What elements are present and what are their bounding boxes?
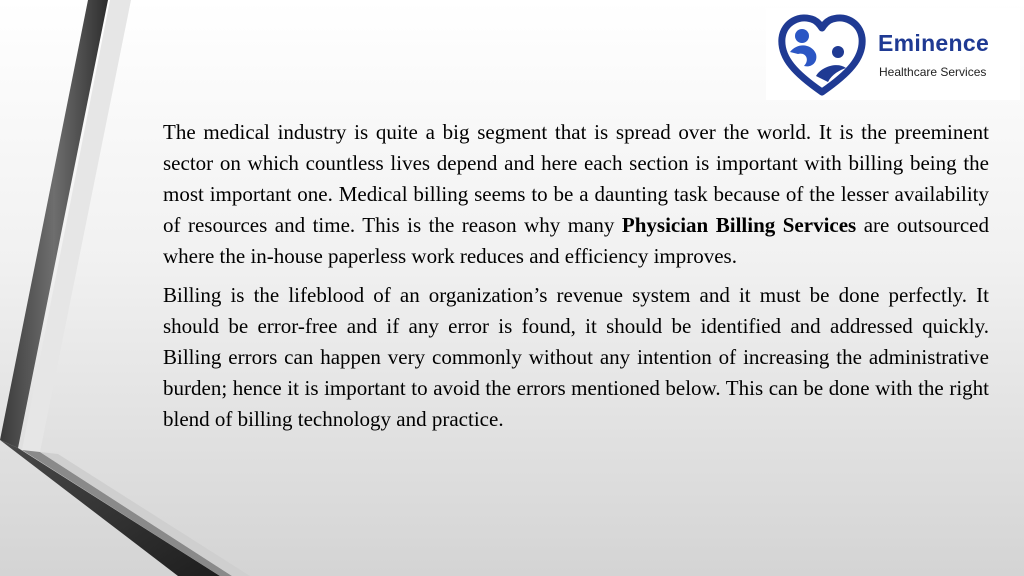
diagonal-bar-shadow bbox=[22, 450, 232, 576]
paragraph-1 bbox=[163, 117, 989, 272]
logo-subtitle: Healthcare Services bbox=[879, 65, 987, 79]
logo-title: Eminence bbox=[878, 30, 990, 56]
physician-billing-services-term: Physician Billing Services bbox=[621, 213, 857, 237]
diagonal-bar-highlight bbox=[40, 452, 250, 576]
paragraph-1-start: The medical industry is quite a big segment that is spread over the world. It is the preeminent sector on which countless lives depend and here each section is important with billing being the most important one. Medical billing seems to be a daunting task because of the lesser availability of resources and time. This is the reason why many bbox=[163, 120, 989, 237]
body-text bbox=[163, 117, 989, 443]
paragraph-2: Billing is the lifeblood of an organization’s revenue system and it must be done perfectly. It should be error-free and if any error is found, it should be identified and addressed quickly. Billing errors can happen very commonly without any intention of increasing the administrative burden; hence it is important to avoid the errors mentioned below. This can be done with the right blend of billing technology and practice. bbox=[163, 283, 989, 431]
paragraph-1-end: are outsourced where the in-house paperless work reduces and efficiency improves. bbox=[163, 213, 990, 268]
diagonal-bar-shape bbox=[0, 440, 220, 576]
heart-with-people-icon bbox=[776, 12, 868, 96]
company-logo bbox=[766, 8, 1020, 100]
